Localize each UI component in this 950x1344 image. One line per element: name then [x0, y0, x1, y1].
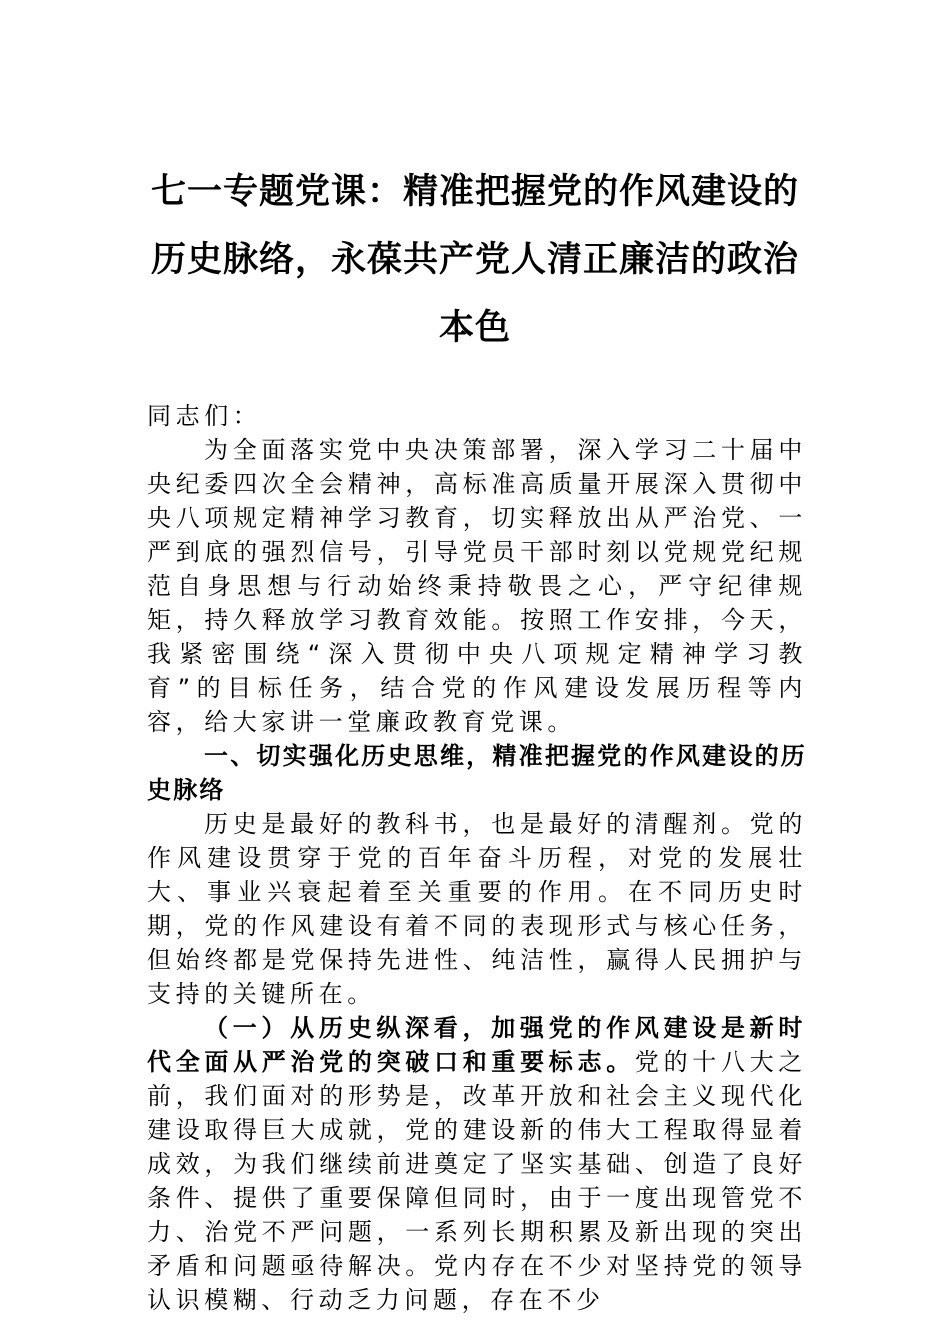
- title-line-1: 七一专题党课：精准把握党的作风建设的: [150, 171, 799, 212]
- document-body: [147, 399, 807, 1317]
- salutation: 同志们：: [147, 402, 262, 430]
- subsection-text: 党的十八大之前，我们面对的形势是，改革开放和社会主义现代化建设取得巨大成就，党的建设新的伟大工程取得显着成效，为我们继续前进奠定了坚实基础、创造了良好条件、提供了重要保障但同时，由于一度出现管党不力、治党不严问题，一系列长期积累及新出现的突出矛盾和问题亟待解决。党内存在不少对坚持党的领导认识模糊、行动乏力问题，存在不少: [147, 1048, 807, 1314]
- title-line-3: 本色: [438, 307, 511, 348]
- document-title: [130, 158, 820, 362]
- paragraph-history: 历史是最好的教科书，也是最好的清醒剂。党的作风建设贯穿于党的百年奋斗历程，对党的发展壮大、事业兴衰起着至关重要的作用。在不同历史时期，党的作风建设有着不同的表现形式与核心任务，但始终都是党保持先进性、纯洁性，赢得人民拥护与支持的关键所在。: [147, 810, 807, 1008]
- section-heading-1: 一、切实强化历史思维，精准把握党的作风建设的历史脉络: [147, 742, 807, 804]
- title-line-2: 历史脉络，永葆共产党人清正廉洁的政治: [150, 239, 799, 280]
- paragraph-intro: 为全面落实党中央决策部署，深入学习二十届中央纪委四次全会精神，高标准高质量开展深入贯彻中央八项规定精神学习教育，切实释放出从严治党、一严到底的强烈信号，引导党员干部时刻以党规党纪规范自身思想与行动始终秉持敬畏之心，严守纪律规矩，持久释放学习教育效能。按照工作安排，今天，我紧密围绕“深入贯彻中央八项规定精神学习教育”的目标任务，结合党的作风建设发展历程等内容，给大家讲一堂廉政教育党课。: [147, 436, 807, 736]
- paragraph-subsection-1: [147, 1011, 807, 1317]
- subsection-lead: （一）从历史纵深看，加强党的作风建设是新时代全面从严治党的突破口和重要标志。: [147, 1014, 807, 1076]
